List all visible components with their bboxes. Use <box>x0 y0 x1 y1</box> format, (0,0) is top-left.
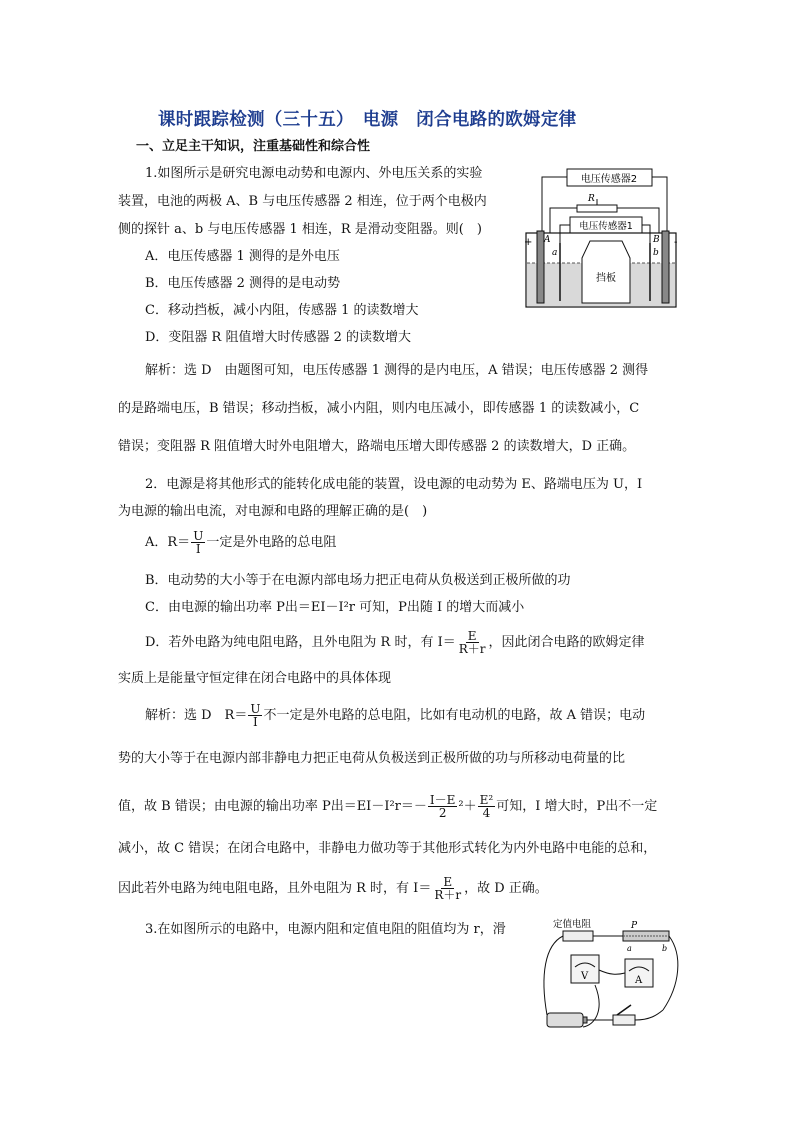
q2-analysis-line-2: 势的大小等于在电源内部非静电力把正电荷从负极送到正极所做的功与所移动电荷量的比 <box>118 751 626 766</box>
rheostat-b-label: b <box>662 944 668 953</box>
q2-analysis-l3-prefix: 值，故 B 错误；由电源的输出功率 P出＝EI－I²r＝－ <box>118 799 427 814</box>
q1-apparatus-figure <box>522 163 682 313</box>
q2-stem-line-1: 2．电源是将其他形式的能转化成电能的装置，设电源的电动势为 E、路端电压为 U，I <box>145 477 643 492</box>
fixed-resistor-label: 定值电阻 <box>553 919 592 930</box>
fraction-e2-over-4 <box>478 794 496 819</box>
q2-stem-line-2: 为电源的输出电流，对电源和电路的理解正确的是( ) <box>118 504 428 519</box>
plus-label: + <box>524 237 533 248</box>
ammeter-a-label: A <box>635 975 643 986</box>
q2-analysis-suffix: 不一定是外电路的总电阻，比如有电动机的电路，故 A 错误；电动 <box>263 708 646 723</box>
fraction-denominator: 4 <box>482 806 491 820</box>
sensor1-label: 电压传感器1 <box>579 221 633 232</box>
q1-analysis-line-3: 错误；变阻器 R 阻值增大时外电阻增大，路端电压增大即传感器 2 的读数增大，D 正确。 <box>118 439 636 454</box>
page-title: 课时跟踪检测（三十五） 电源 闭合电路的欧姆定律 <box>158 110 577 130</box>
q2-option-d-line-2: 实质上是能量守恒定律在闭合电路中的具体体现 <box>118 671 392 686</box>
q2-analysis-line-1 <box>145 703 645 728</box>
q2-option-d-suffix: ，因此闭合电路的欧姆定律 <box>488 635 645 650</box>
fraction-u-over-i <box>248 703 262 728</box>
q2-analysis-l5-suffix: ，故 D 正确。 <box>464 881 548 896</box>
fraction-numerator: E <box>443 875 453 889</box>
rheostat-r-label: R <box>588 194 595 204</box>
q2-analysis-line-4: 减小，故 C 错误；在闭合电路中，非静电力做功等于其他形式转化为内外电路中电能的总和， <box>118 841 657 856</box>
fraction-denominator: R＋r <box>458 642 486 656</box>
fraction-numerator: I－E <box>429 793 456 807</box>
fraction-denominator: 2 <box>438 806 447 820</box>
q3-stem-line-1: 3.在如图所示的电路中，电源内阻和定值电阻的阻值均为 r，滑 <box>145 922 506 937</box>
q1-stem-line-1: 1.如图所示是研究电源电动势和电源内、外电压关系的实验 <box>145 166 483 181</box>
electrode-a-label: A <box>544 235 551 245</box>
q1-analysis-line-1: 解析：选 D 由题图可知，电压传感器 1 测得的是内电压，A 错误；电压传感器 2 测得 <box>145 363 649 378</box>
q2-option-a-prefix: A．R＝ <box>145 535 191 550</box>
probe-a-label: a <box>552 248 558 258</box>
q2-analysis-prefix: 解析：选 D R＝ <box>145 708 248 723</box>
fraction-i-minus-e-over-2 <box>428 794 458 819</box>
q2-analysis-l5-prefix: 因此若外电路为纯电阻电路，且外电阻为 R 时，有 I＝ <box>118 881 432 896</box>
q2-analysis-line-3 <box>118 794 657 819</box>
q1-option-b: B．电压传感器 2 测得的是电动势 <box>145 276 341 291</box>
q2-option-d-prefix: D．若外电路为纯电阻电路，且外电阻为 R 时，有 I＝ <box>145 635 456 650</box>
fraction-denominator: R＋r <box>434 888 462 902</box>
fraction-denominator: I <box>195 542 201 556</box>
baffle-label: 挡板 <box>596 273 616 284</box>
fraction-e-over-rr <box>457 630 488 655</box>
q1-option-a: A．电压传感器 1 测得的是外电压 <box>145 249 340 264</box>
fraction-numerator: E² <box>479 793 494 807</box>
slider-p-label: P <box>631 921 638 931</box>
q1-analysis-line-2: 的是路端电压，B 错误；移动挡板，减小内阻，则内电压减小，即传感器 1 的读数减小，C <box>118 401 640 416</box>
fraction-denominator: I <box>253 715 258 729</box>
q2-analysis-line-5 <box>118 876 548 901</box>
fraction-numerator: U <box>193 529 204 543</box>
sensor2-label: 电压传感器2 <box>580 174 638 185</box>
fraction-numerator: E <box>467 629 477 643</box>
electrode-b-label: B <box>653 235 660 245</box>
fraction-numerator: U <box>250 702 261 716</box>
q2-option-a-suffix: 一定是外电路的总电阻 <box>206 535 337 550</box>
q2-option-a <box>145 530 336 555</box>
q2-analysis-l3-plus: ²＋ <box>458 799 477 814</box>
rheostat-a-label: a <box>627 944 632 953</box>
q1-option-d: D．变阻器 R 阻值增大时传感器 2 的读数增大 <box>145 330 412 345</box>
fraction-u-over-i <box>191 530 205 555</box>
q1-option-c: C．移动挡板，减小内阻，传感器 1 的读数增大 <box>145 303 419 318</box>
q2-option-d <box>145 630 645 655</box>
q2-option-c: C．由电源的输出功率 P出＝EI－I²r 可知，P出随 I 的增大而减小 <box>145 600 525 615</box>
minus-label: - <box>674 237 678 248</box>
q1-stem-line-2: 装置，电池的两极 A、B 与电压传感器 2 相连，位于两个电极内 <box>118 194 487 209</box>
fraction-e-over-rr <box>432 876 463 901</box>
voltmeter-v-label: V <box>581 971 589 982</box>
section-heading: 一、立足主干知识，注重基础性和综合性 <box>136 139 371 154</box>
q2-analysis-l3-suffix: 可知，I 增大时，P出不一定 <box>496 799 658 814</box>
probe-b-label: b <box>653 248 659 258</box>
q2-option-b: B．电动势的大小等于在电源内部电场力把正电荷从负极送到正极所做的功 <box>145 573 571 588</box>
q3-circuit-figure <box>535 915 685 1040</box>
q1-stem-line-3: 侧的探针 a、b 与电压传感器 1 相连，R 是滑动变阻器。则( ) <box>118 222 482 237</box>
